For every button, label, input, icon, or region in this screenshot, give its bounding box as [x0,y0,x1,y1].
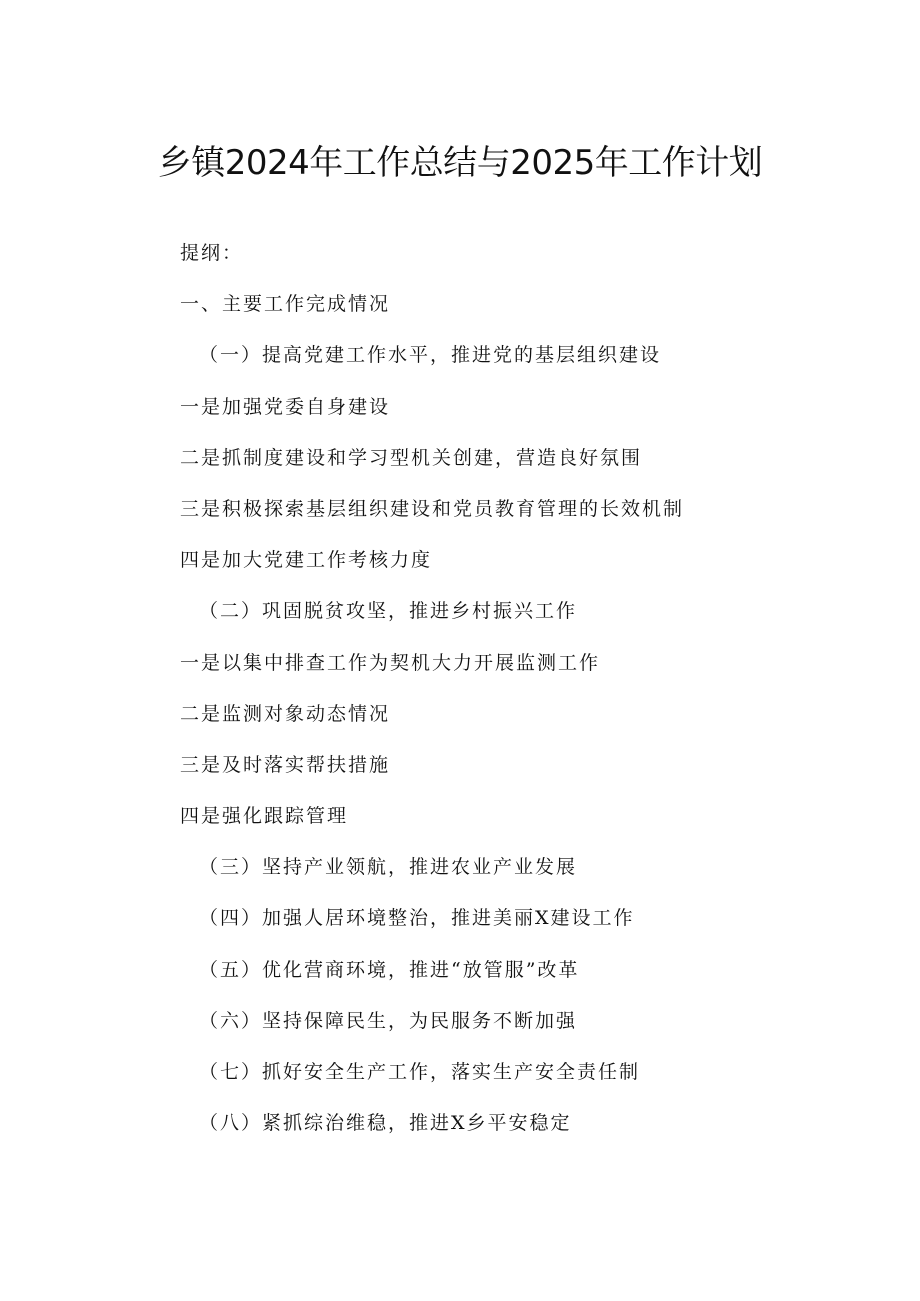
outline-line-item: 三是积极探索基层组织建设和党员教育管理的长效机制 [180,497,685,520]
outline-line-item: 一是加强党委自身建设 [180,395,391,418]
outline-line-item: 四是强化跟踪管理 [180,805,349,828]
outline-line-item: 四是加大党建工作考核力度 [180,549,433,572]
outline-line-subsection-8: （八）紧抓综治维稳，推进X乡平安稳定 [199,1112,572,1135]
page-title: 乡镇2024年工作总结与2025年工作计划 [157,143,763,183]
outline-line-section-1: 一、主要工作完成情况 [180,293,391,316]
outline-line-subsection-6: （六）坚持保障民生，为民服务不断加强 [199,1009,578,1032]
outline [0,238,920,1159]
outline-line-subsection-5: （五）优化营商环境，推进“放管服”改革 [199,958,580,981]
outline-line-item: 二是抓制度建设和学习型机关创建，营造良好氛围 [180,446,643,469]
outline-label: 提纲： [180,242,244,264]
outline-line-item: 一是以集中排查工作为契机大力开展监测工作 [180,651,601,674]
outline-line-subsection-7: （七）抓好安全生产工作，落实生产安全责任制 [199,1061,641,1083]
outline-line-item: 三是及时落实帮扶措施 [180,753,391,776]
outline-line-subsection-3: （三）坚持产业领航，推进农业产业发展 [199,856,578,879]
outline-line-subsection-4: （四）加强人居环境整治，推进美丽X建设工作 [199,907,635,930]
outline-line-subsection-1: （一）提高党建工作水平，推进党的基层组织建设 [199,344,662,367]
outline-line-item: 二是监测对象动态情况 [180,702,391,725]
outline-line-subsection-2: （二）巩固脱贫攻坚，推进乡村振兴工作 [199,600,578,623]
